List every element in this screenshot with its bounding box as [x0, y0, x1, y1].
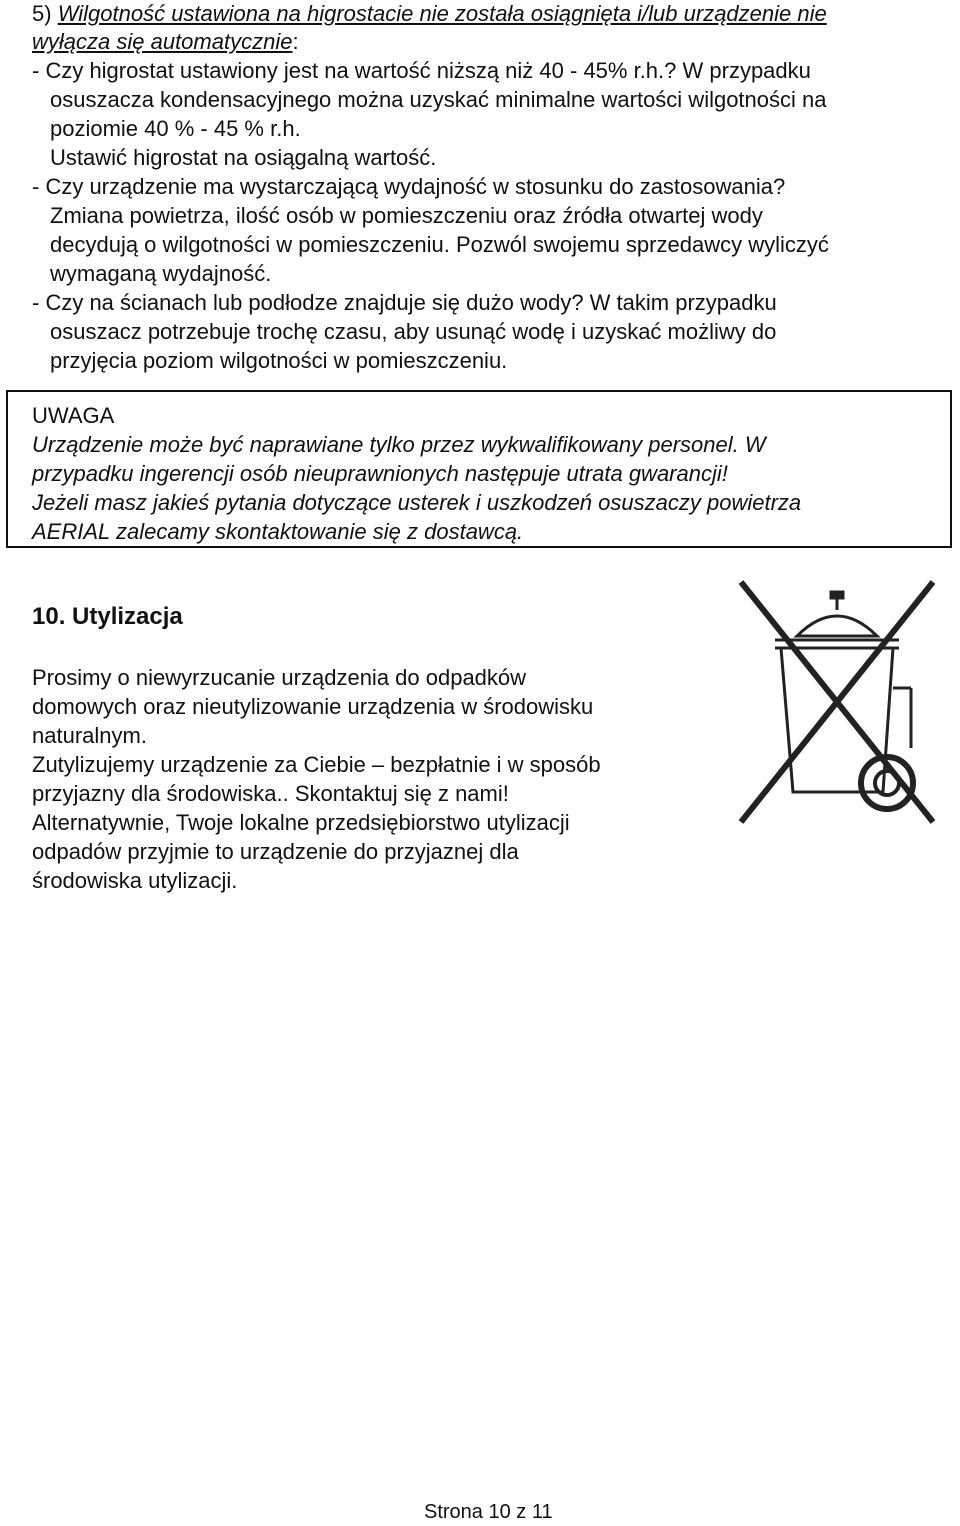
section5-title	[32, 0, 827, 28]
section10-line: domowych oraz nieutylizowanie urządzenia w środowisku	[32, 694, 594, 719]
section5-line: wymaganą wydajność.	[50, 261, 272, 286]
section5-number: 5)	[32, 1, 52, 26]
section10-title: Utylizacja	[72, 603, 183, 630]
section5-line: poziomie 40 % - 45 % r.h.	[50, 116, 301, 141]
notice-line: AERIAL zalecamy skontaktowanie się z dostawcą.	[32, 519, 524, 544]
section10-line: odpadów przyjmie to urządzenie do przyjaznej dla	[32, 839, 519, 864]
section10-heading	[32, 603, 183, 631]
section10-line: naturalnym.	[32, 723, 147, 748]
section5-line: przyjęcia poziom wilgotności w pomieszczeniu.	[50, 348, 508, 373]
section10-line: przyjazny dla środowiska.. Skontaktuj się z nami!	[32, 781, 509, 806]
section5-line: osuszacza kondensacyjnego można uzyskać minimalne wartości wilgotności na	[50, 87, 827, 112]
notice-line: przypadku ingerencji osób nieuprawnionych następuje utrata gwarancji!	[32, 461, 728, 486]
section10-line: Zutylizujemy urządzenie za Ciebie – bezpłatnie i w sposób	[32, 752, 601, 777]
section5-line: Zmiana powietrza, ilość osób w pomieszczeniu oraz źródła otwartej wody	[50, 203, 763, 228]
section10-line: środowiska utylizacji.	[32, 868, 238, 893]
section5-title-line1: Wilgotność ustawiona na higrostacie nie została osiągnięta i/lub urządzenie nie	[57, 1, 827, 26]
notice-line: Urządzenie może być naprawiane tylko przez wykwalifikowany personel. W	[32, 432, 766, 457]
section5-line: decydują o wilgotności w pomieszczeniu. Pozwól swojemu sprzedawcy wyliczyć	[50, 232, 829, 257]
section5-title-line2: wyłącza się automatycznie	[32, 29, 293, 54]
notice-label: UWAGA	[32, 403, 115, 428]
section5-line: - Czy na ścianach lub podłodze znajduje się dużo wody? W takim przypadku	[32, 290, 777, 315]
crossed-out-wheelie-bin-icon	[737, 578, 937, 828]
page-footer: Strona 10 z 11	[424, 1501, 553, 1523]
section5-line: - Czy higrostat ustawiony jest na wartość niższą niż 40 - 45% r.h.? W przypadku	[32, 58, 811, 83]
section5-title-cont	[32, 28, 299, 56]
section5-line: osuszacz potrzebuje trochę czasu, aby usunąć wodę i uzyskać możliwy do	[50, 319, 777, 344]
section10-line: Alternatywnie, Twoje lokalne przedsiębiorstwo utylizacji	[32, 810, 570, 835]
section10-line: Prosimy o niewyrzucanie urządzenia do odpadków	[32, 665, 527, 690]
section5-line: - Czy urządzenie ma wystarczającą wydajność w stosunku do zastosowania?	[32, 174, 786, 199]
section10-number: 10.	[32, 603, 66, 630]
section5-line: Ustawić higrostat na osiągalną wartość.	[50, 145, 437, 170]
section5-title-colon: :	[292, 29, 299, 54]
notice-line: Jeżeli masz jakieś pytania dotyczące usterek i uszkodzeń osuszaczy powietrza	[32, 490, 802, 515]
